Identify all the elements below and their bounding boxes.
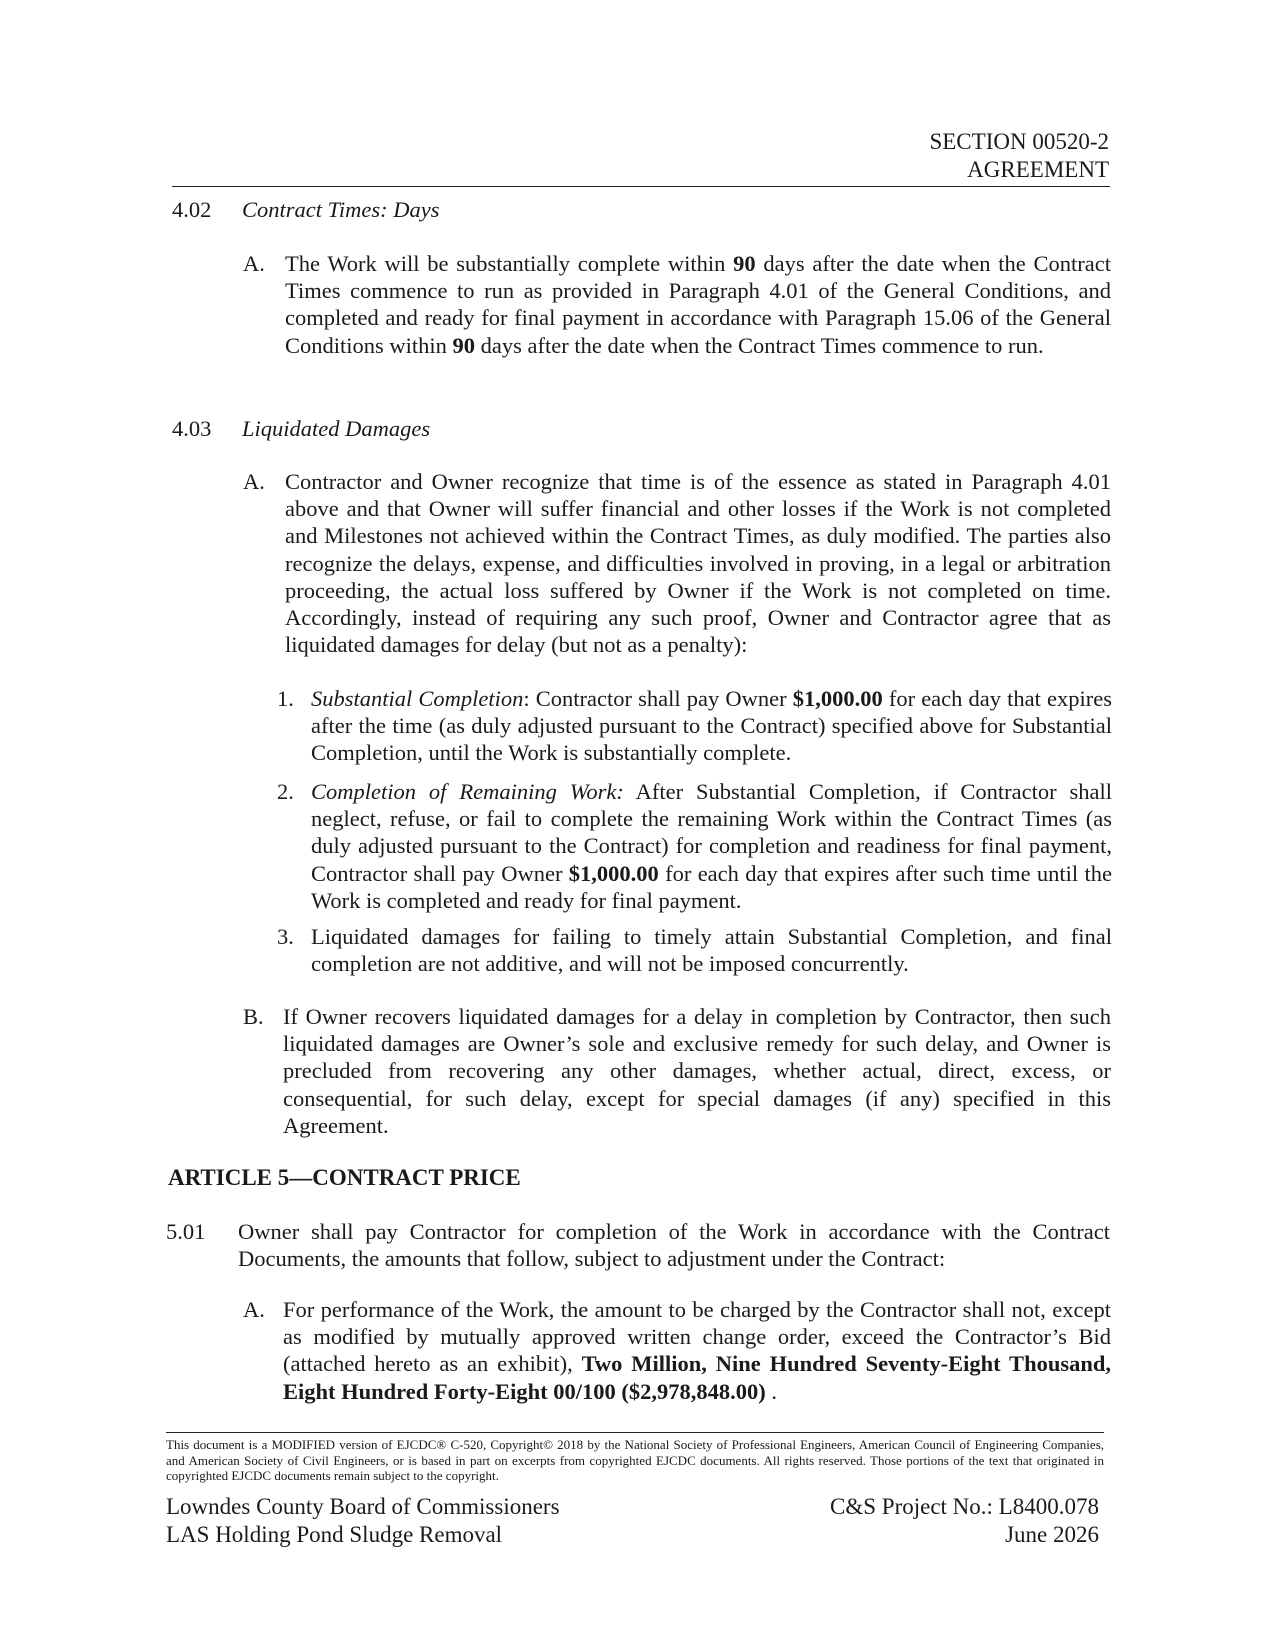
copyright-notice: This document is a MODIFIED version of EJCDC® C-520, Copyright© 2018 by the National Society of Professional Engineers, American Council of Engineering Companies, and American Society of Civil Engineers, or is based in part on excerpts from copyrighted EJCDC documents. All rights reserved. Those portions of the text that originated in copyrighted EJCDC documents remain subject to the copyright. bbox=[166, 1437, 1104, 1483]
text-run: for each day that expires after such time until the Work is completed and ready for final payment. bbox=[311, 860, 1112, 913]
amount-value: $1,000.00 bbox=[792, 686, 883, 711]
header-divider bbox=[172, 186, 1110, 187]
section-title: Liquidated Damages bbox=[242, 416, 431, 441]
section-number: 4.02 bbox=[172, 197, 212, 222]
contract-price-value: Two Million, Nine Hundred Seventy-Eight Thousand, Eight Hundred Forty-Eight 00/100 ($2,978,848.00) bbox=[283, 1351, 1111, 1404]
list-text bbox=[311, 685, 1112, 767]
item-title: Completion of Remaining Work: bbox=[311, 779, 624, 804]
section-number: SECTION 00520-2 bbox=[929, 129, 1109, 154]
document-date: June 2026 bbox=[1005, 1522, 1099, 1547]
paragraph-label: A. bbox=[243, 1297, 265, 1322]
section-number: 5.01 bbox=[166, 1219, 206, 1244]
owner-name: Lowndes County Board of Commissioners bbox=[166, 1494, 560, 1519]
section-4-02-heading bbox=[172, 196, 440, 223]
paragraph-label: A. bbox=[243, 469, 265, 494]
text-run: for each day that expires after the time (as duly adjusted pursuant to the Contract) specified above for Substantial Completion, until the Work is substantially complete. bbox=[311, 686, 1112, 766]
list-number: 1. bbox=[277, 686, 294, 711]
section-number: 4.03 bbox=[172, 416, 212, 441]
text-run: : Contractor shall pay Owner bbox=[523, 686, 793, 711]
amount-value: $1,000.00 bbox=[568, 860, 659, 886]
list-number: 2. bbox=[277, 779, 294, 804]
article-5-heading: ARTICLE 5—CONTRACT PRICE bbox=[168, 1165, 521, 1190]
paragraph-text bbox=[283, 1296, 1111, 1405]
footer-divider bbox=[166, 1432, 1104, 1433]
list-item-1 bbox=[277, 685, 1112, 767]
page-header bbox=[929, 128, 1109, 184]
paragraph-text: If Owner recovers liquidated damages for a delay in completion by Contractor, then such liquidated damages are Owner’s sole and exclusive remedy for such delay, and Owner is precluded from recovering any other damages, whether actual, direct, excess, or consequential, for such delay, except for special damages (if any) specified in this Agreement. bbox=[283, 1004, 1111, 1138]
paragraph-4-03-a bbox=[243, 468, 1111, 658]
text-run: For performance of the Work, the amount to be charged by the Contractor shall not, except as modified by mutually approved written change order, exceed the Contractor’s Bid (attached hereto as an exhibit), bbox=[283, 1297, 1111, 1377]
paragraph-4-03-b bbox=[243, 1003, 1111, 1139]
project-name: LAS Holding Pond Sludge Removal bbox=[166, 1522, 503, 1547]
paragraph-5-01-a bbox=[243, 1296, 1111, 1405]
section-4-03-heading bbox=[172, 415, 431, 442]
text-run: days after the date when the Contract Times commence to run as provided in Paragraph 4.01 of the General Conditions, and completed and ready for final payment in accordance with Paragraph 15.06 of the General Conditions within bbox=[285, 251, 1111, 358]
list-item-2 bbox=[277, 778, 1112, 914]
list-item-3 bbox=[277, 923, 1112, 977]
list-number: 3. bbox=[277, 924, 294, 949]
section-title: Contract Times: Days bbox=[242, 197, 440, 222]
item-title: Substantial Completion bbox=[311, 686, 524, 711]
project-number: C&S Project No.: L8400.078 bbox=[830, 1494, 1099, 1519]
paragraph-label: B. bbox=[243, 1004, 264, 1029]
section-title: AGREEMENT bbox=[967, 157, 1109, 182]
text-run: The Work will be substantially complete within bbox=[285, 251, 734, 276]
paragraph-label: A. bbox=[243, 251, 265, 276]
text-run: After Substantial Completion, if Contractor shall neglect, refuse, or fail to complete the remaining Work within the Contract Times (as duly adjusted pursuant to the Contract) for completion and readiness for final payment, Contractor shall pay Owner bbox=[311, 779, 1112, 886]
paragraph-text: Contractor and Owner recognize that time is of the essence as stated in Paragraph 4.01 above and that Owner will suffer financial and other losses if the Work is not completed and Milestones not achieved within the Contract Times, as duly modified. The parties also recognize the delays, expense, and difficulties involved in proving, in a legal or arbitration proceeding, the actual loss suffered by Owner if the Work is not completed on time. Accordingly, instead of requiring any such proof, Owner and Contractor agree that as liquidated damages for delay (but not as a penalty): bbox=[285, 469, 1111, 658]
days-value: 90 bbox=[733, 251, 756, 276]
list-text bbox=[311, 778, 1112, 914]
text-run: days after the date when the Contract Times commence to run. bbox=[475, 332, 1044, 358]
text-run: . bbox=[765, 1378, 777, 1404]
section-text: Owner shall pay Contractor for completion of the Work in accordance with the Contract Documents, the amounts that follow, subject to adjustment under the Contract: bbox=[238, 1219, 1110, 1272]
list-text: Liquidated damages for failing to timely attain Substantial Completion, and final completion are not additive, and will not be imposed concurrently. bbox=[311, 924, 1112, 977]
paragraph-4-02-a bbox=[243, 250, 1111, 359]
paragraph-text bbox=[285, 250, 1111, 359]
section-5-01 bbox=[166, 1218, 1110, 1272]
days-value: 90 bbox=[452, 332, 476, 358]
